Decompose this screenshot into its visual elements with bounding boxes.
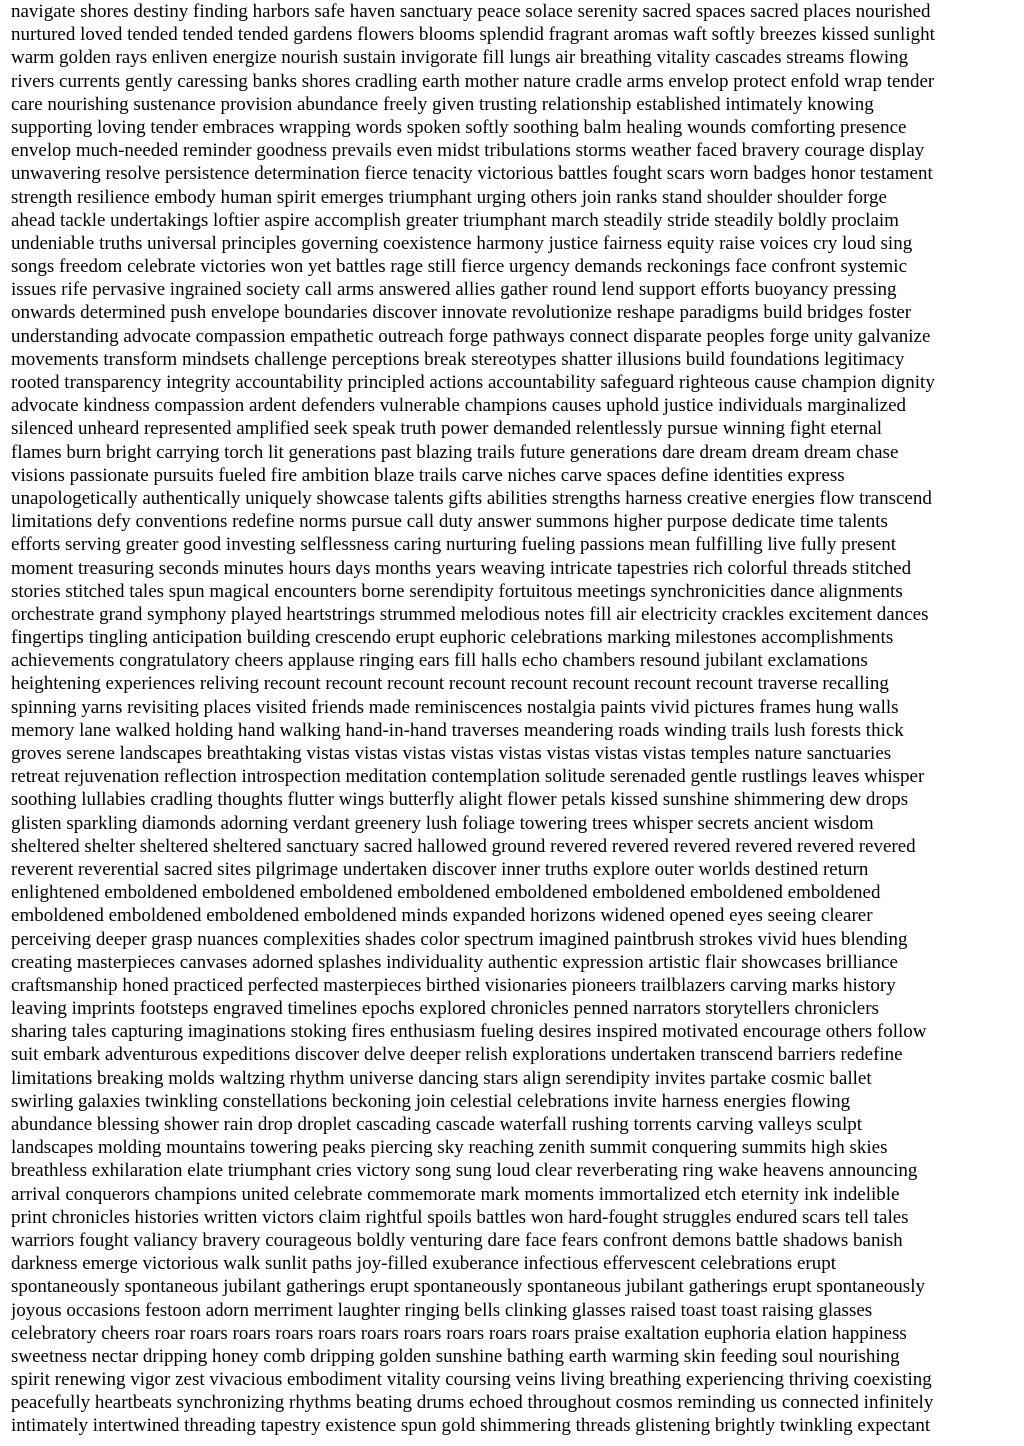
- text-line: silenced unheard represented amplified seek speak truth power demanded relentlessly pursue winning fight eternal: [11, 418, 883, 440]
- text-line: landscapes molding mountains towering peaks piercing sky reaching zenith summit conquering summits high skies: [11, 1137, 888, 1159]
- text-line: rooted transparency integrity accountability principled actions accountability safeguard righteous cause champion dignity: [11, 372, 935, 393]
- text-line: advocate kindness compassion ardent defenders vulnerable champions causes uphold justice individuals marginalized: [11, 395, 907, 417]
- text-line: understanding advocate compassion empathetic outreach forge pathways connect disparate peoples forge unity galvanize: [11, 325, 931, 347]
- text-line: creating masterpieces canvases adorned splashes individuality authentic expression artistic flair showcases brilliance: [11, 951, 898, 973]
- text-line: rivers currents gently caressing banks shores cradling earth mother nature cradle arms envelop protect enfold wrap tender: [11, 70, 935, 92]
- text-line: glisten sparkling diamonds adorning verdant greenery lush foliage towering trees whisper secrets ancient wisdom: [11, 812, 874, 834]
- text-line: supporting loving tender embraces wrapping words spoken softly soothing balm healing wounds comforting presence: [11, 116, 907, 138]
- text-line: songs freedom celebrate victories won yet battles rage still fierce urgency demands reckonings face confront systemic: [11, 256, 908, 278]
- text-line: issues rife pervasive ingrained society call arms answered allies gather round lend support efforts buoyancy pressing: [11, 279, 897, 301]
- text-line: fingertips tingling anticipation building crescendo erupt euphoric celebrations marking milestones accomplishments: [11, 627, 894, 649]
- text-line: care nourishing sustenance provision abundance freely given trusting relationship established intimately knowing: [11, 93, 874, 115]
- text-line: sharing tales capturing imaginations stoking fires enthusiasm fueling desires inspired motivated encourage others follow: [11, 1021, 927, 1043]
- text-line: perceiving deeper grasp nuances complexities shades color spectrum imagined paintbrush strokes vivid hues blending: [11, 928, 908, 950]
- text-line: warriors fought valiancy bravery courageous boldly venturing dare face fears confront demons battle shadows banish: [11, 1229, 903, 1251]
- text-line: unwavering resolve persistence determination fierce tenacity victorious battles fought scars worn badges honor testament: [11, 163, 933, 185]
- text-line: craftsmanship honed practiced perfected masterpieces birthed visionaries pioneers trailblazers carving marks history: [11, 974, 896, 996]
- text-line: intimately intertwined threading tapestry existence spun gold shimmering threads glistening brightly twinkling expectant: [11, 1415, 931, 1437]
- text-line: arrival conquerors champions united celebrate commemorate mark moments immortalized etch eternity ink indelible: [11, 1183, 900, 1205]
- text-line: suit embark adventurous expeditions discover delve deeper relish explorations undertaken transcend barriers redefine: [11, 1044, 903, 1066]
- text-line: spontaneously spontaneous jubilant gatherings erupt spontaneously spontaneous jubilant gatherings erupt spontaneously: [11, 1276, 925, 1298]
- text-line: orchestrate grand symphony played heartstrings strummed melodious notes fill air electricity crackles excitement dances: [11, 603, 929, 625]
- text-line: celebratory cheers roar roars roars roars roars roars roars roars roars roars praise exaltation euphoria elation happiness: [11, 1322, 907, 1344]
- text-line: unapologetically authentically uniquely showcase talents gifts abilities strengths harness creative energies flow transcend: [11, 487, 932, 509]
- text-line: moment treasuring seconds minutes hours days months years weaving intricate tapestries rich colorful threads stitched: [11, 557, 912, 579]
- text-line: heightening experiences reliving recount recount recount recount recount recount recount recount traverse recalling: [11, 673, 889, 695]
- text-line: flames burn bright carrying torch lit generations past blazing trails future generations dare dream dream dream chase: [11, 441, 899, 463]
- text-line: groves serene landscapes breathtaking vistas vistas vistas vistas vistas vistas vistas vistas temples nature sanctuaries: [11, 743, 892, 764]
- text-line: sweetness nectar dripping honey comb dripping golden sunshine bathing earth warming skin feeding soul nourishing: [11, 1345, 900, 1367]
- text-line: spinning yarns revisiting places visited friends made reminiscences nostalgia paints vivid pictures frames hung walls: [11, 696, 899, 718]
- text-line: breathless exhilaration elate triumphant cries victory song sung loud clear reverberating ring wake heavens announcing: [11, 1160, 918, 1182]
- text-line: efforts serving greater good investing selflessness caring nurturing fueling passions mean fulfilling live fully present: [11, 534, 897, 556]
- text-line: strength resilience embody human spirit emerges triumphant urging others join ranks stand shoulder shoulder forge: [11, 186, 887, 208]
- text-line: leaving imprints footsteps engraved timelines epochs explored chronicles penned narrators storytellers chroniclers: [11, 998, 879, 1020]
- text-line: enlightened emboldened emboldened emboldened emboldened emboldened emboldened emboldened emboldened: [11, 882, 881, 904]
- text-line: spirit renewing vigor zest vivacious embodiment vitality coursing veins living breathing experiencing thriving coexisting: [11, 1369, 932, 1391]
- text-line: darkness emerge victorious walk sunlit paths joy-filled exuberance infectious effervescent celebrations erupt: [11, 1253, 836, 1275]
- text-line: movements transform mindsets challenge perceptions break stereotypes shatter illusions build foundations legitimacy: [11, 348, 905, 370]
- text-line: retreat rejuvenation reflection introspection meditation contemplation solitude serenaded gentle rustlings leaves whisper: [11, 766, 925, 788]
- text-line: reverent reverential sacred sites pilgrimage undertaken discover inner truths explore outer worlds destined return: [11, 858, 869, 880]
- text-line: print chronicles histories written victors claim rightful spoils battles won hard-fought struggles endured scars tell tales: [11, 1206, 909, 1228]
- text-line: envelop much-needed reminder goodness prevails even midst tribulations storms weather faced bravery courage display: [11, 140, 925, 162]
- text-line: undeniable truths universal principles governing coexistence harmony justice fairness equity raise voices cry loud sing: [11, 232, 913, 254]
- text-line: emboldened emboldened emboldened emboldened minds expanded horizons widened opened eyes seeing clearer: [11, 905, 873, 927]
- text-line: achievements congratulatory cheers applause ringing ears fill halls echo chambers resound jubilant exclamations: [11, 650, 868, 672]
- text-line: nurtured loved tended tended tended gardens flowers blooms splendid fragrant aromas waft softly breezes kissed sunlight: [11, 24, 935, 46]
- text-line: joyous occasions festoon adorn merriment laughter ringing bells clinking glasses raised toast toast raising glasses: [11, 1299, 873, 1321]
- text-line: peacefully heartbeats synchronizing rhythms beating drums echoed throughout cosmos reminding us connected infinitely: [11, 1392, 934, 1414]
- text-line: navigate shores destiny finding harbors safe haven sanctuary peace solace serenity sacred spaces sacred places nourished: [11, 1, 931, 22]
- text-line: swirling galaxies twinkling constellations beckoning join celestial celebrations invite harness energies flowing: [11, 1090, 851, 1112]
- text-line: stories stitched tales spun magical encounters borne serendipity fortuitous meetings synchronicities dance alignments: [11, 580, 903, 602]
- text-line: onwards determined push envelope boundaries discover innovate revolutionize reshape paradigms build bridges foster: [11, 302, 912, 324]
- text-line: soothing lullabies cradling thoughts flutter wings butterfly alight flower petals kissed sunshine shimmering dew drops: [11, 789, 909, 811]
- text-line: memory lane walked holding hand walking hand-in-hand traverses meandering roads winding trails lush forests thick: [11, 719, 904, 741]
- text-line: visions passionate pursuits fueled fire ambition blaze trails carve niches carve spaces define identities express: [11, 464, 845, 486]
- text-line: limitations defy conventions redefine norms pursue call duty answer summons higher purpose dedicate time talents: [11, 511, 888, 533]
- text-line: abundance blessing shower rain drop droplet cascading cascade waterfall rushing torrents carving valleys sculpt: [11, 1114, 863, 1135]
- text-line: ahead tackle undertakings loftier aspire accomplish greater triumphant march steadily stride steadily boldly proclaim: [11, 209, 899, 231]
- text-line: limitations breaking molds waltzing rhythm universe dancing stars align serendipity invites partake cosmic ballet: [11, 1067, 872, 1089]
- text-line: warm golden rays enliven energize nourish sustain invigorate fill lungs air breathing vitality cascades streams flowing: [11, 47, 909, 69]
- text-line: sheltered shelter sheltered sheltered sanctuary sacred hallowed ground revered revered revered revered revered revered: [11, 835, 916, 857]
